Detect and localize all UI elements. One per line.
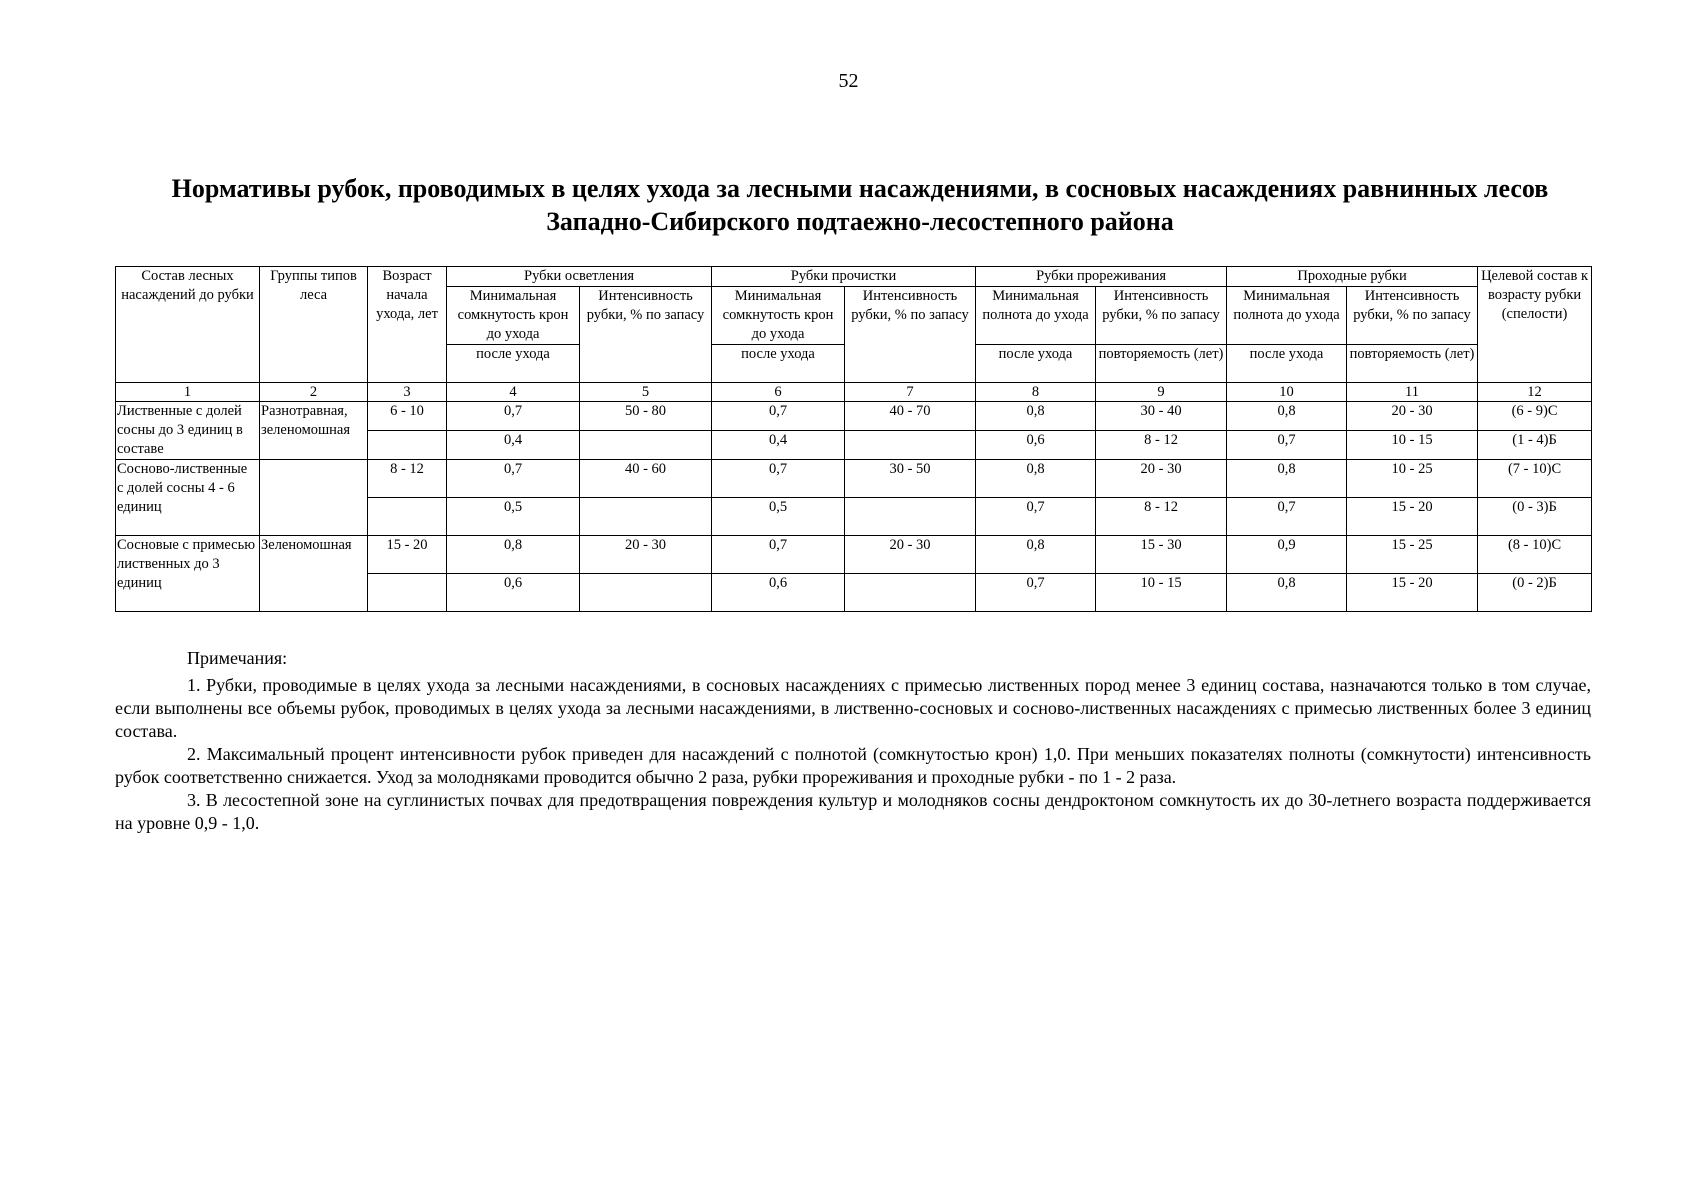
header-intensity-prorezh: Интенсивность рубки, % по запасу <box>1096 287 1227 345</box>
table-cell: (0 - 3)Б <box>1478 498 1592 536</box>
table-cell: 0,8 <box>976 536 1096 574</box>
table-cell: 0,5 <box>712 498 845 536</box>
table-cell: 20 - 30 <box>845 536 976 574</box>
table-cell: 40 - 70 <box>845 402 976 431</box>
table-cell: 0,4 <box>712 431 845 460</box>
table-cell: 0,7 <box>976 574 1096 612</box>
header-start-age: Возраст начала ухода, лет <box>368 267 447 383</box>
composition-cell: Лиственные с долей сосны до 3 единиц в составе <box>116 402 260 460</box>
table-cell: 0,7 <box>1227 431 1347 460</box>
page-title: Нормативы рубок, проводимых в целях ухода за лесными насаждениями, в сосновых насаждениях равнинных лесов Западно-Сибирского подтаежно-лесостепного района <box>171 174 1549 236</box>
table-cell: (6 - 9)С <box>1478 402 1592 431</box>
composition-cell: Сосново-лиственные с долей сосны 4 - 6 единиц <box>116 460 260 536</box>
column-number: 10 <box>1227 383 1347 402</box>
table-cell: 0,8 <box>1227 402 1347 431</box>
column-number: 12 <box>1478 383 1592 402</box>
table-cell: 0,7 <box>712 536 845 574</box>
table-cell: 0,5 <box>447 498 580 536</box>
table-cell: 20 - 30 <box>580 536 712 574</box>
notes-section <box>115 647 1591 835</box>
table-cell: 0,7 <box>447 402 580 431</box>
table-cell: 10 - 25 <box>1347 460 1478 498</box>
table-cell: 15 - 30 <box>1096 536 1227 574</box>
forest-type-cell <box>260 460 368 536</box>
table-cell: 10 - 15 <box>1096 574 1227 612</box>
table-cell: 0,8 <box>1227 460 1347 498</box>
table-cell: (1 - 4)Б <box>1478 431 1592 460</box>
forest-type-cell: Разнотравная, зеленомошная <box>260 402 368 460</box>
table-cell: 0,9 <box>1227 536 1347 574</box>
header-forest-type: Группы типов леса <box>260 267 368 383</box>
table-cell <box>580 431 712 460</box>
table-cell: (7 - 10)С <box>1478 460 1592 498</box>
header-after-osv: после ухода <box>447 345 580 383</box>
table-cell: 0,8 <box>1227 574 1347 612</box>
header-min-density-prohod: Минимальная полнота до ухода <box>1227 287 1347 345</box>
table-row <box>116 460 1592 498</box>
header-target-composition: Целевой состав к возрасту рубки (спелости) <box>1478 267 1592 383</box>
table-cell: 6 - 10 <box>368 402 447 431</box>
table-row <box>116 536 1592 574</box>
header-after-prohod: после ухода <box>1227 345 1347 383</box>
header-intensity-prohod: Интенсивность рубки, % по запасу <box>1347 287 1478 345</box>
table-cell: 50 - 80 <box>580 402 712 431</box>
note-item: 1. Рубки, проводимые в целях ухода за лесными насаждениями, в сосновых насаждениях с примесью лиственных пород менее 3 единиц состава, назначаются только в том случае, если выполнены все объемы рубок, проводимых в целях ухода за лесными насаждениями, в лиственно-сосновых и сосново-лиственных насаждениях с примесью лиственных более 3 единиц состава. <box>115 675 1591 741</box>
table-cell: 40 - 60 <box>580 460 712 498</box>
column-number: 9 <box>1096 383 1227 402</box>
note-item: 3. В лесостепной зоне на суглинистых почвах для предотвращения повреждения культур и молодняков сосны дендроктоном сомкнутость их до 30-летнего возраста поддерживается на уровне 0,9 - 1,0. <box>115 790 1591 833</box>
table-cell <box>368 574 447 612</box>
note-item: 2. Максимальный процент интенсивности рубок приведен для насаждений с полнотой (сомкнутостью крон) 1,0. При меньших показателях полноты (сомкнутости) интенсивность рубок соответственно снижается. Уход за молодняками проводится обычно 2 раза, рубки прореживания и проходные рубки - по 1 - 2 раза. <box>115 744 1591 787</box>
column-number: 7 <box>845 383 976 402</box>
table-cell <box>845 498 976 536</box>
column-number: 2 <box>260 383 368 402</box>
header-composition: Состав лесных насаждений до рубки <box>116 267 260 383</box>
table-cell: 20 - 30 <box>1347 402 1478 431</box>
header-group-prorezhivanie: Рубки прореживания <box>976 267 1227 287</box>
table-cell: (8 - 10)С <box>1478 536 1592 574</box>
header-after-proch: после ухода <box>712 345 845 383</box>
table-cell: 0,6 <box>712 574 845 612</box>
table-cell: 10 - 15 <box>1347 431 1478 460</box>
header-group-prochistka: Рубки прочистки <box>712 267 976 287</box>
header-group-osvetlenie: Рубки осветления <box>447 267 712 287</box>
table-cell <box>580 498 712 536</box>
table-cell: 30 - 40 <box>1096 402 1227 431</box>
table-cell: 0,7 <box>1227 498 1347 536</box>
header-min-crown-osv: Минимальная сомкнутость крон до ухода <box>447 287 580 345</box>
table-cell: 8 - 12 <box>368 460 447 498</box>
header-repeat-prohod: повторяемость (лет) <box>1347 345 1478 383</box>
table-row <box>116 402 1592 431</box>
column-number: 6 <box>712 383 845 402</box>
page-number: 52 <box>838 70 859 92</box>
table-cell <box>368 498 447 536</box>
table-cell: 0,7 <box>447 460 580 498</box>
column-number: 5 <box>580 383 712 402</box>
table-cell: 8 - 12 <box>1096 431 1227 460</box>
table-cell <box>580 574 712 612</box>
table-cell: 0,7 <box>712 460 845 498</box>
table-cell <box>845 431 976 460</box>
table-cell <box>368 431 447 460</box>
table-cell: 15 - 20 <box>368 536 447 574</box>
column-number: 1 <box>116 383 260 402</box>
composition-cell: Сосновые с примесью лиственных до 3 единиц <box>116 536 260 612</box>
table-cell: 30 - 50 <box>845 460 976 498</box>
table-cell: 0,7 <box>976 498 1096 536</box>
header-repeat-prorezh: повторяемость (лет) <box>1096 345 1227 383</box>
notes-title: Примечания: <box>187 648 288 668</box>
norms-table <box>115 266 1592 612</box>
header-intensity-proch: Интенсивность рубки, % по запасу <box>845 287 976 383</box>
header-group-prohodnye: Проходные рубки <box>1227 267 1478 287</box>
table-cell: 20 - 30 <box>1096 460 1227 498</box>
column-number: 8 <box>976 383 1096 402</box>
table-cell: 15 - 25 <box>1347 536 1478 574</box>
table-cell: 0,8 <box>976 402 1096 431</box>
table-cell <box>845 574 976 612</box>
table-cell: 0,6 <box>447 574 580 612</box>
column-number: 4 <box>447 383 580 402</box>
table-cell: 15 - 20 <box>1347 498 1478 536</box>
table-cell: 8 - 12 <box>1096 498 1227 536</box>
header-after-prorezh: после ухода <box>976 345 1096 383</box>
table-cell: (0 - 2)Б <box>1478 574 1592 612</box>
forest-type-cell: Зеленомошная <box>260 536 368 612</box>
column-number: 11 <box>1347 383 1478 402</box>
header-min-density-prorezh: Минимальная полнота до ухода <box>976 287 1096 345</box>
table-cell: 0,8 <box>976 460 1096 498</box>
header-min-crown-proch: Минимальная сомкнутость крон до ухода <box>712 287 845 345</box>
table-cell: 0,7 <box>712 402 845 431</box>
table-cell: 0,6 <box>976 431 1096 460</box>
table-cell: 0,4 <box>447 431 580 460</box>
table-cell: 0,8 <box>447 536 580 574</box>
header-intensity-osv: Интенсивность рубки, % по запасу <box>580 287 712 383</box>
table-cell: 15 - 20 <box>1347 574 1478 612</box>
column-number: 3 <box>368 383 447 402</box>
